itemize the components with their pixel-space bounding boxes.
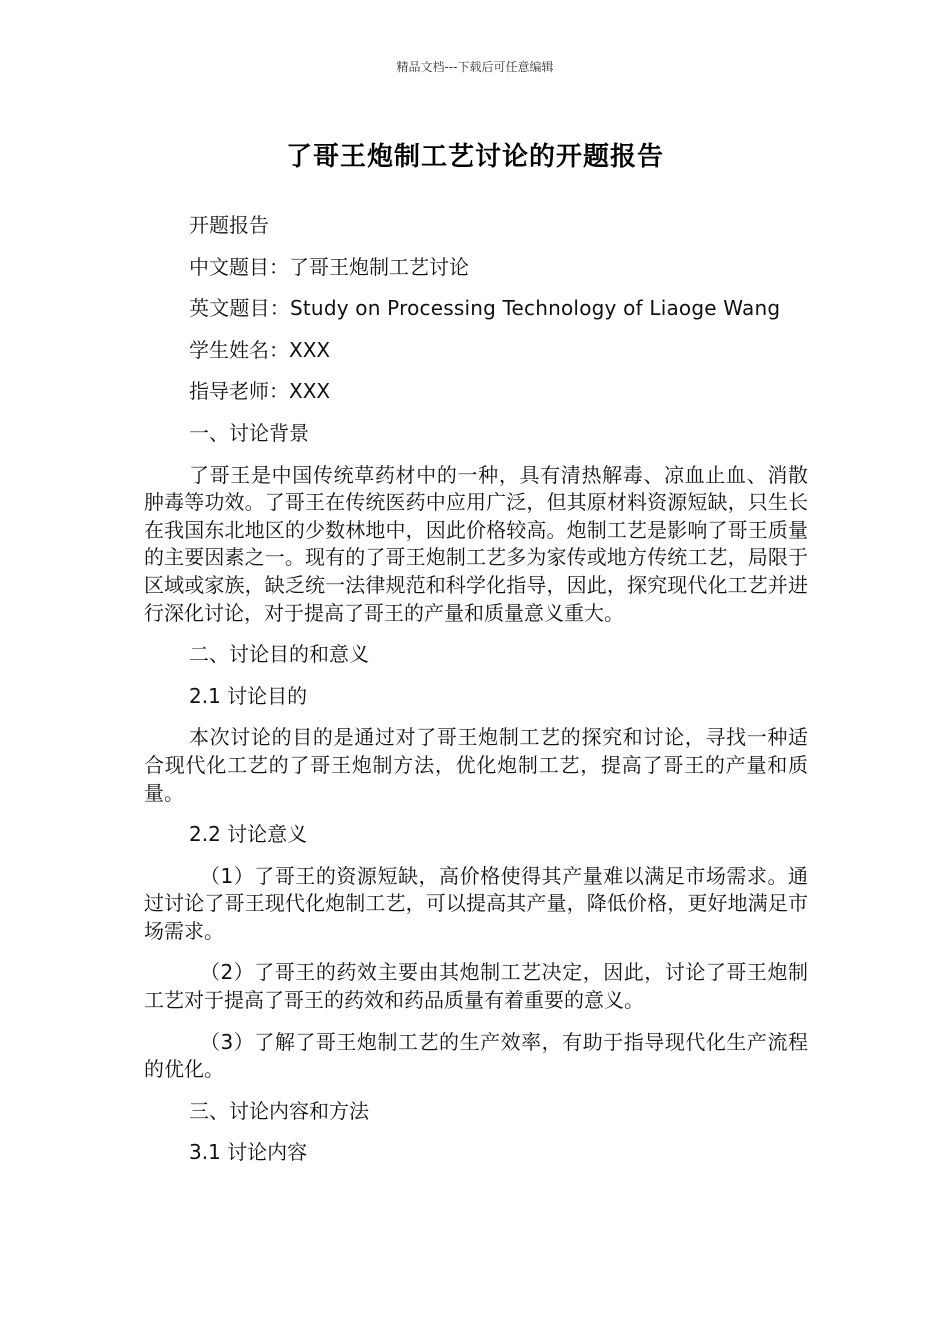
significance-item-2: （2）了哥王的药效主要由其炮制工艺决定，因此，讨论了哥王炮制工艺对于提高了哥王的药效和药品质量有着重要的意义。 <box>144 960 808 1013</box>
section-1-paragraph: 了哥王是中国传统草药材中的一种，具有清热解毒、凉血止血、消散肿毒等功效。了哥王在传统医药中应用广泛，但其原材料资源短缺，只生长在我国东北地区的少数林地中，因此价格较高。炮制工艺是影响了哥王质量的主要因素之一。现有的了哥王炮制工艺多为家传或地方传统工艺，局限于区域或家族，缺乏统一法律规范和科学化指导，因此，探究现代化工艺并进行深化讨论，对于提高了哥王的产量和质量意义重大。 <box>144 462 808 625</box>
report-label: 开题报告 <box>189 213 269 237</box>
document-title: 了哥王炮制工艺讨论的开题报告 <box>285 142 664 172</box>
significance-item-1: （1）了哥王的资源短缺，高价格使得其产量难以满足市场需求。通过讨论了哥王现代化炮制工艺，可以提高其产量，降低价格，更好地满足市场需求。 <box>144 863 808 943</box>
advisor-field: 指导老师：XXX <box>189 379 331 404</box>
section-2-heading: 二、讨论目的和意义 <box>189 642 369 667</box>
student-name-field: 学生姓名：XXX <box>189 337 331 362</box>
section-3-1-heading: 3.1 讨论内容 <box>189 1140 308 1165</box>
header-note: 精品文档---下载后可任意编辑 <box>396 60 554 74</box>
section-2-1-paragraph: 本次讨论的目的是通过对了哥王炮制工艺的探究和讨论，寻找一种适合现代化工艺的了哥王炮制方法，优化炮制工艺，提高了哥王的产量和质量。 <box>144 725 808 805</box>
document-body <box>144 212 808 1167</box>
section-1-heading: 一、讨论背景 <box>189 420 309 445</box>
section-2-2-heading: 2.2 讨论意义 <box>189 822 308 847</box>
english-title-field: 英文题目：Study on Processing Technology of Liaoge Wang <box>189 296 781 321</box>
chinese-title-field: 中文题目：了哥王炮制工艺讨论 <box>189 254 469 279</box>
section-2-1-heading: 2.1 讨论目的 <box>189 683 308 708</box>
significance-item-3: （3）了解了哥王炮制工艺的生产效率，有助于指导现代化生产流程的优化。 <box>144 1029 808 1082</box>
section-3-heading: 三、讨论内容和方法 <box>189 1098 369 1123</box>
